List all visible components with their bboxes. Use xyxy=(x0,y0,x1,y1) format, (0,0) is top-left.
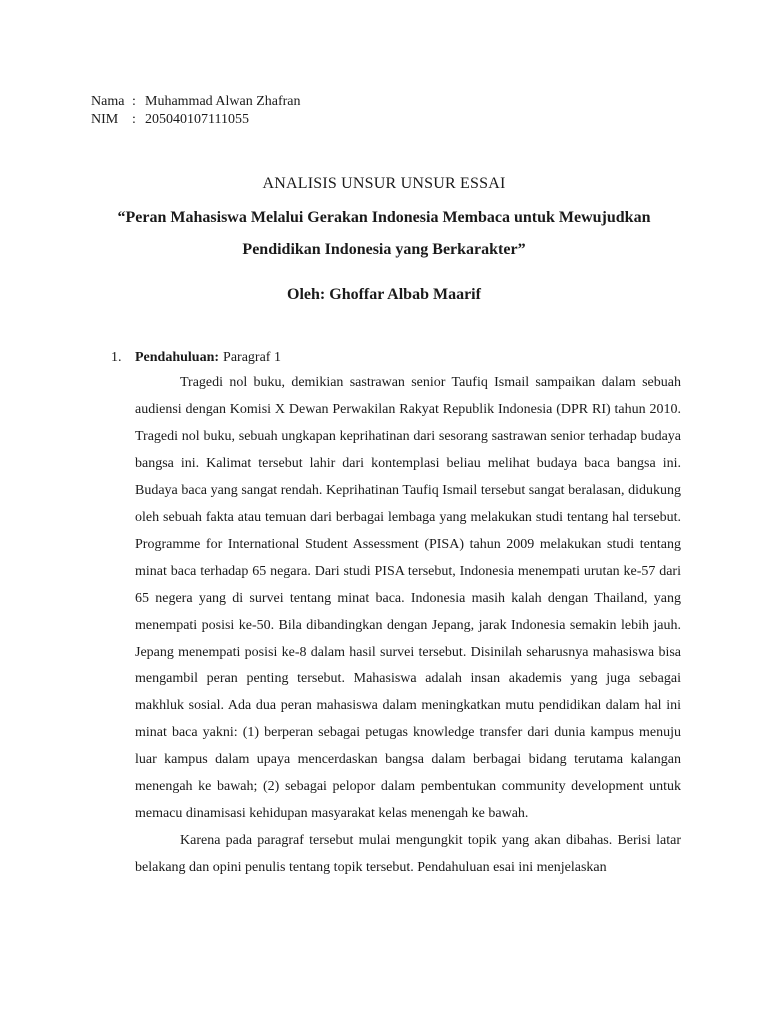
name-value: Muhammad Alwan Zhafran xyxy=(145,94,301,109)
section-heading-label: Pendahuluan: xyxy=(135,350,220,365)
section-subheading: Paragraf 1 xyxy=(223,350,281,365)
paragraph: Karena pada paragraf tersebut mulai mengungkit topik yang akan dibahas. Berisi latar belakang dan opini penulis tentang topik tersebut. Pendahuluan esai ini menjelaskan xyxy=(135,833,681,876)
document-title: ANALISIS UNSUR UNSUR ESSAI xyxy=(262,175,506,192)
name-row xyxy=(91,93,301,111)
name-label: Nama xyxy=(91,94,125,109)
nim-value: 205040107111055 xyxy=(145,112,249,127)
student-identity xyxy=(91,93,301,129)
nim-separator: : xyxy=(132,112,136,127)
section-body xyxy=(135,370,681,882)
essay-title: “Peran Mahasiswa Melalui Gerakan Indonesia Membaca untuk Mewujudkan Pendidikan Indonesia yang Berkarakter” xyxy=(117,209,651,258)
essay-author: Oleh: Ghoffar Albab Maarif xyxy=(287,286,481,303)
title-block xyxy=(0,172,768,307)
nim-row xyxy=(91,111,301,129)
section-number: 1. xyxy=(111,350,122,365)
section-heading xyxy=(111,346,681,370)
name-separator: : xyxy=(132,94,136,109)
paragraph: Tragedi nol buku, demikian sastrawan senior Taufiq Ismail sampaikan dalam sebuah audiensi dengan Komisi X Dewan Perwakilan Rakyat Republik Indonesia (DPR RI) tahun 2010. Tragedi nol buku, sebuah ungkapan keprihatinan dari sesorang sastrawan senior terhadap budaya bangsa ini. Kalimat tersebut lahir dari kontemplasi beliau melihat budaya baca bangsa ini. Budaya baca yang sangat rendah. Keprihatinan Taufiq Ismail tersebut sangat beralasan, didukung oleh sebuah fakta atau temuan dari berbagai lembaga yang melakukan studi tentang hal tersebut. Programme for International Student Assessment (PISA) tahun 2009 melakukan studi tentang minat baca terhadap 65 negara. Dari studi PISA tersebut, Indonesia menempati urutan ke-57 dari 65 negera yang di survei tentang minat baca. Indonesia masih kalah dengan Thailand, yang menempati posisi ke-50. Bila dibandingkan dengan Jepang, jarak Indonesia semakin lebih jauh. Jepang menempati posisi ke-8 dalam hasil survei tersebut. Disinilah seharusnya mahasiswa bisa mengambil peran penting tersebut. Mahasiswa adalah insan akademis yang juga sebagai makhluk sosial. Ada dua peran mahasiswa dalam meningkatkan mutu pendidikan dalam hal ini minat baca yakni: (1) berperan sebagai petugas knowledge transfer dari dunia kampus menuju luar kampus dalam upaya mencerdaskan bangsa dalam berbagai bidang terutama kalangan menengah ke bawah; (2) sebagai pelopor dalam pembentukan community development untuk memacu dinamisasi kehidupan masyarakat kelas menengah ke bawah. xyxy=(135,375,681,822)
section-introduction xyxy=(111,346,681,882)
nim-label: NIM xyxy=(91,112,119,127)
